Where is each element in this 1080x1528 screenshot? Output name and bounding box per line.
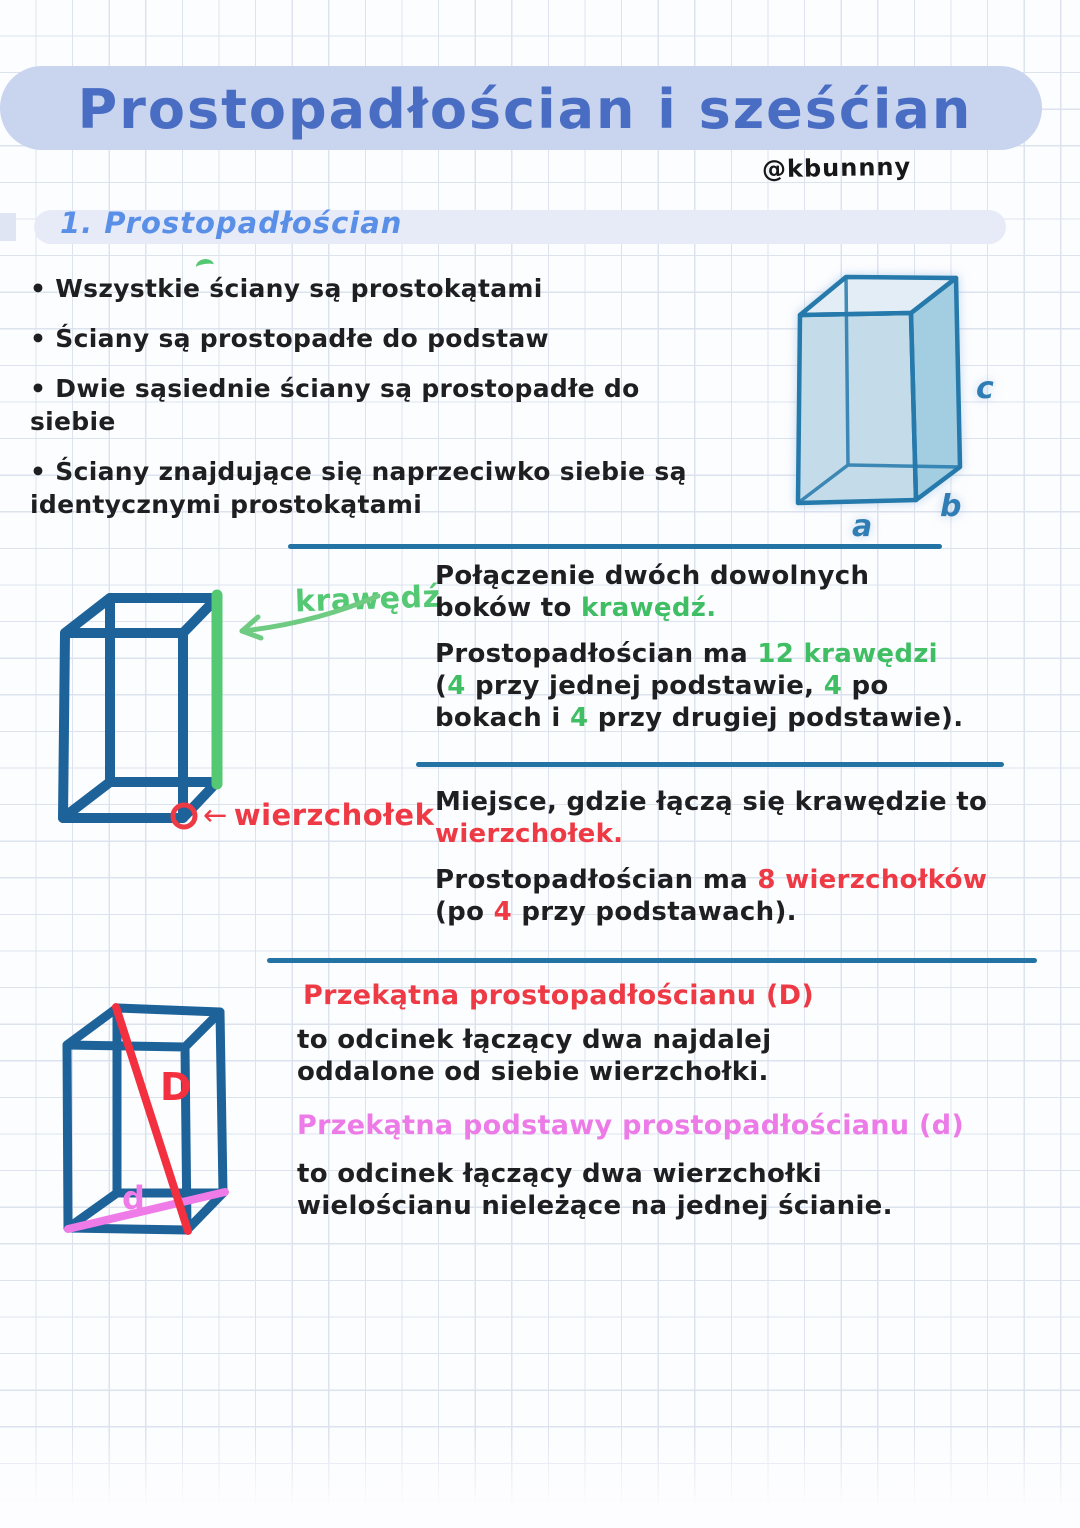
- bullet-item: • Ściany znajdujące się naprzeciwko siebie są identycznymi prostokątami: [30, 457, 687, 519]
- diagonal-D-heading: Przekątna prostopadłościanu (D): [303, 980, 815, 1011]
- divider-line: [288, 544, 942, 549]
- base-diagonal-label: d: [122, 1179, 145, 1217]
- space-diagonal-label: D: [160, 1065, 192, 1109]
- dimension-label-a: a: [852, 509, 873, 544]
- bullet-item: • Dwie sąsiednie ściany są prostopadłe do siebie: [30, 374, 640, 436]
- divider-line: [416, 762, 1004, 767]
- cuboid-solid-figure: [778, 258, 1002, 548]
- diagonal-d-body: to odcinek łączący dwa wierzchołki wielościanu nieleżące na jednej ścianie.: [297, 1159, 893, 1221]
- vertex-definition-text: Miejsce, gdzie łączą się krawędzie to wierzchołek.: [435, 787, 988, 849]
- diagonal-D-body: to odcinek łączący dwa najdalej oddalone od siebie wierzchołki.: [297, 1025, 772, 1087]
- vertex-label-text: wierzchołek: [233, 798, 435, 832]
- vertex-label: [203, 798, 434, 832]
- bullet-item: • Wszystkie ściany są prostokątami: [30, 274, 543, 303]
- cuboid-front-face: [798, 313, 916, 503]
- edge-definition-text: Połączenie dwóch dowolnych boków to krawędź.: [435, 561, 870, 623]
- dimension-label-b: b: [940, 489, 962, 524]
- cuboid-wireframe-diagonals-figure: [50, 995, 255, 1247]
- bullet-item: • Ściany są prostopadłe do podstaw: [30, 324, 549, 353]
- section-heading: 1. Prostopadłościan: [60, 206, 403, 240]
- diagonal-d-heading: Przekątna podstawy prostopadłościanu (d): [297, 1110, 964, 1141]
- vertex-definition-note: [435, 786, 1055, 928]
- vertex-count-text: Prostopadłościan ma 8 wierzchołków (po 4 przy podstawach).: [435, 865, 988, 927]
- author-handle: @kbunnny: [761, 152, 912, 184]
- edge-count-text: Prostopadłościan ma 12 krawędzi (4 przy jednej podstawie, 4 po bokach i 4 przy drugiej podstawie).: [435, 639, 964, 733]
- divider-line: [267, 958, 1037, 963]
- bullet-list: [30, 272, 790, 538]
- left-arrow-icon: ←: [203, 798, 228, 832]
- section-highlight-stub: [0, 213, 16, 241]
- page-title: Prostopadłościan i sześćian: [77, 78, 973, 141]
- edge-label: krawędź: [294, 579, 442, 620]
- edge-arrow: [230, 588, 385, 646]
- edge-definition-note: [435, 560, 1045, 734]
- dimension-label-c: c: [976, 371, 994, 406]
